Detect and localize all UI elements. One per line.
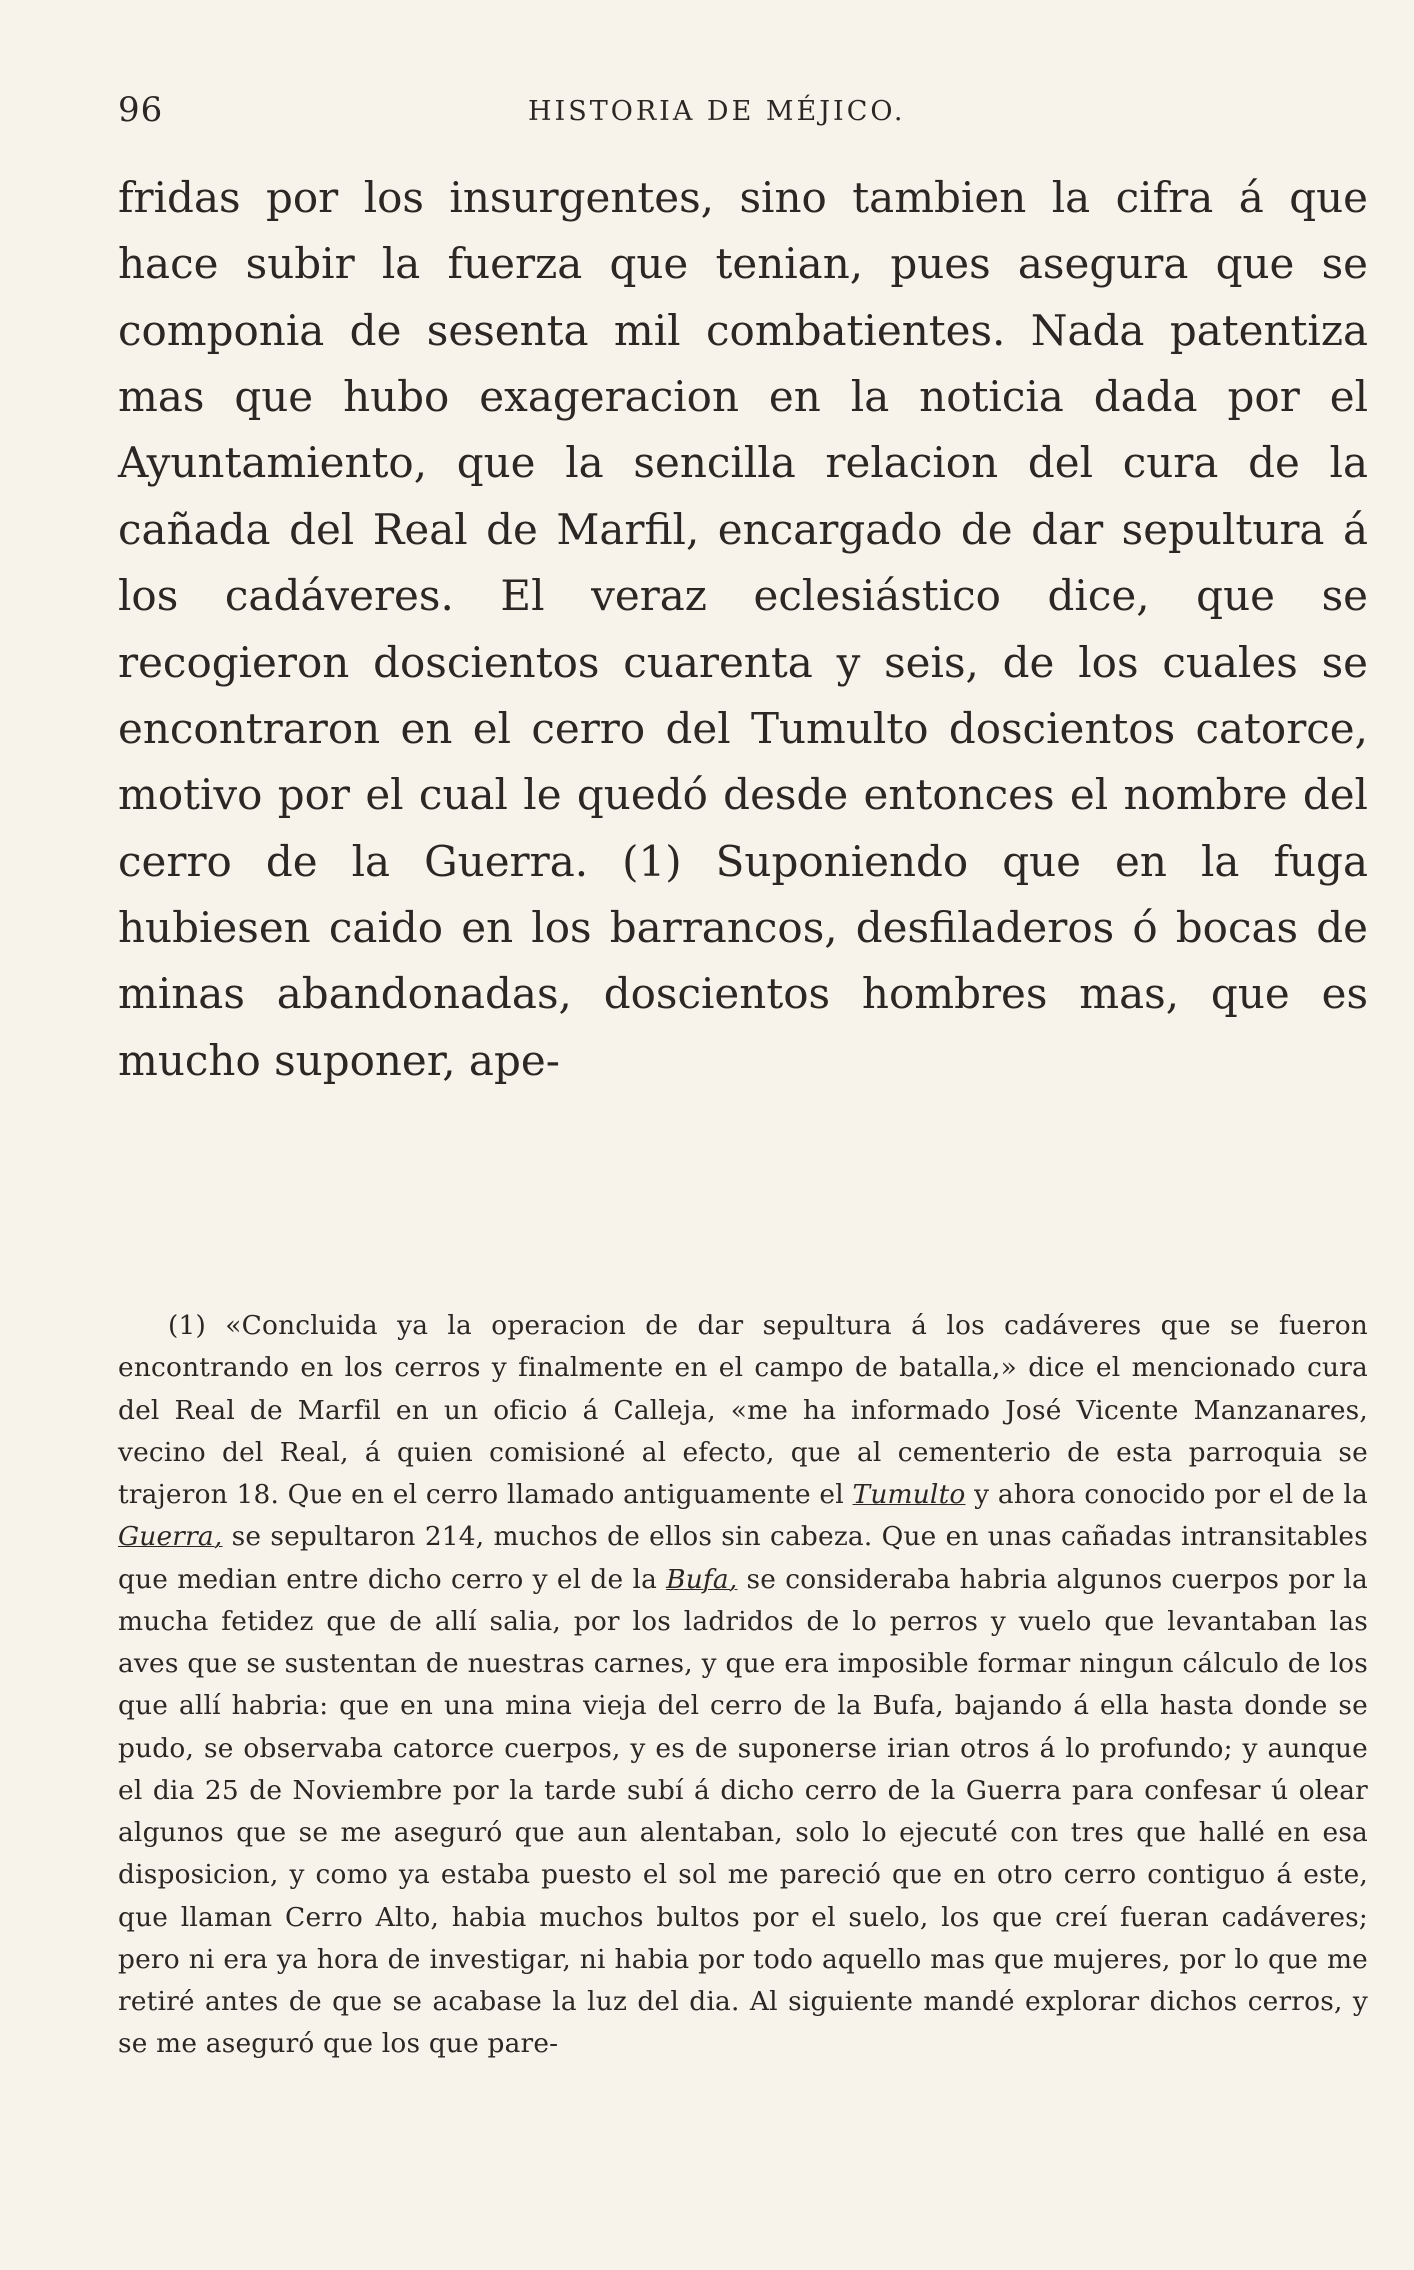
body-paragraph: fridas por los insurgentes, sino tambien la cifra á que hace subir la fuerza que tenian, pues asegura que se componia de sesenta mil combatientes. Nada patentiza mas que hubo exageracion en la noticia dada por el Ayuntamiento, que la sencilla relacion del cura de la cañada del Real de Marfil, encargado de dar sepultura á los cadáveres. El veraz eclesiástico dice, que se recogieron doscientos cuarenta y seis, de los cuales se encontraron en el cerro del Tumulto doscientos catorce, motivo por el cual le quedó desde entonces el nombre del cerro de la Guerra. (1) Suponiendo que en la fuga hubiesen caido en los barrancos, desfiladeros ó bocas de minas abandonadas, doscientos hombres mas, que es mucho suponer, ape- [118, 173, 1368, 1085]
footnote-italic-guerra: Guerra, [118, 1521, 223, 1553]
footnote-text-1: (1) «Concluida ya la operacion de dar sepultura á los cadáveres que se fueron encontrando en los cerros y finalmente en el campo de batalla,» dice el mencionado cura del Real de Marfil en un oficio á Calleja, «me ha informado José Vicente Manzanares, vecino del Real, á quien comisioné al efecto, que al cementerio de esta parroquia se trajeron 18. Que en el cerro llamado antiguamente el [118, 1310, 1368, 1510]
footnote-paragraph [118, 1305, 1368, 2066]
page-header [118, 90, 1368, 140]
footnote [118, 1305, 1368, 2066]
footnote-text-3: se sepultaron 214, muchos de ellos sin cabeza. Que en unas cañadas intransitables que median entre dicho cerro y el de la [118, 1521, 1368, 1595]
footnote-italic-bufa: Bufa, [666, 1563, 738, 1595]
footnote-text-2: y ahora conocido por el de la [965, 1479, 1368, 1510]
main-text [118, 165, 1368, 1094]
footnote-italic-tumulto: Tumulto [852, 1479, 966, 1510]
footnote-text-4: se consideraba habria algunos cuerpos por la mucha fetidez que de allí salia, por los ladridos de lo perros y vuelo que levantaban las aves que se sustentan de nuestras carnes, y que era imposible formar ningun cálculo de los que allí habria: que en una mina vieja del cerro de la Bufa, bajando á ella hasta donde se pudo, se observaba catorce cuerpos, y es de suponerse irian otros á lo profundo; y aunque el dia 25 de Noviembre por la tarde subí á dicho cerro de la Guerra para confesar ú olear algunos que se me aseguró que aun alentaban, solo lo ejecuté con tres que hallé en esa disposicion, y como ya estaba puesto el sol me pareció que en otro cerro contiguo á este, que llaman Cerro Alto, habia muchos bultos por el suelo, los que creí fueran cadáveres; pero ni era ya hora de investigar, ni habia por todo aquello mas que mujeres, por lo que me retiré antes de que se acabase la luz del dia. Al siguiente mandé explorar dichos cerros, y se me aseguró que los que pare- [118, 1563, 1368, 2060]
running-title: HISTORIA DE MÉJICO. [528, 96, 906, 127]
page-number: 96 [118, 90, 164, 130]
